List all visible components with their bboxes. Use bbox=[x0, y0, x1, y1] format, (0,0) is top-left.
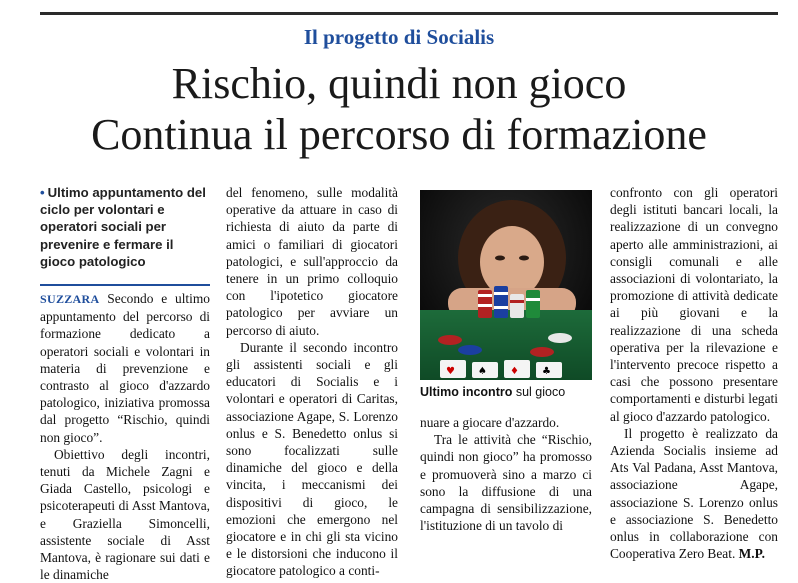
poker-chips-photo-icon bbox=[420, 190, 592, 380]
caption-rest: sul gioco bbox=[512, 385, 566, 399]
article-column-4 bbox=[610, 184, 778, 562]
col1-paragraph-1: Secondo e ultimo appuntamento del percorso di formazione dedicato a operatori sociali e volontari in materia di prevenzione e contrasto al gioco d'azzardo patologico, iniziativa promossa dal progetto “Rischio, quindi non gioco”. bbox=[40, 291, 210, 445]
section-kicker: Il progetto di Socialis bbox=[303, 25, 495, 49]
summary-divider bbox=[40, 284, 210, 286]
headline bbox=[20, 58, 778, 160]
col1-paragraph-2: Obiettivo degli incontri, tenuti da Michele Zagni e Giada Castello, psicologi e psicoterapeuti di Asst Mantova, e Graziella Simoncelli, assistente sociale di Asst Mantova, è ragionare sui dati e le dinamiche bbox=[40, 446, 210, 583]
headline-line-2: Continua il percorso di formazione bbox=[91, 110, 707, 159]
svg-text:♦: ♦ bbox=[510, 366, 519, 377]
svg-text:♣: ♣ bbox=[542, 366, 551, 377]
svg-text:♠: ♠ bbox=[478, 366, 487, 377]
article-column-1 bbox=[40, 184, 210, 583]
col4-paragraph-1: confronto con gli operatori degli istituti bancari locali, la realizzazione di un convegno aperto alle amministrazioni, ai consigli comunali e alle associazioni di volontariato, la promozione di attività dedicate ai più giovani e la realizzazione di una scheda operativa per la rilevazione e l'intervento precoce rispetto a casi che possono presentare comportamenti e disturbi legati al gioco d'azzardo patologico. bbox=[610, 185, 778, 424]
article-column-2 bbox=[226, 184, 398, 580]
col2-paragraph-2: Durante il secondo incontro gli assistenti sociali e gli educatori di Socialis e i volontari e operatori di Caritas, associazione Agape, S. Lorenzo onlus e S. Benedetto onlus si sono focalizzati sulle dinamiche del gioco e della vincita, i meccanismi dei dispositivi di gioco, le emozioni che emergono nel giocatore e in chi gli sta vicino e le distorsioni che inducono il giocatore patologico a conti- bbox=[226, 339, 398, 579]
headline-line-1: Rischio, quindi non gioco bbox=[171, 59, 627, 108]
summary-box bbox=[40, 184, 210, 270]
article-column-3 bbox=[420, 414, 592, 534]
summary-text: Ultimo appuntamento del ciclo per volontari e operatori sociali per prevenire e fermare il gioco patologico bbox=[40, 185, 206, 269]
article-photo bbox=[420, 190, 592, 380]
bullet-icon: • bbox=[40, 185, 45, 200]
col2-paragraph-1: del fenomeno, sulle modalità operative da attuare in caso di richiesta di aiuto da parte di amici o familiari di giocatori patologici, e sull'approccio da tenere in un primo colloquio con l'ipotetico giocatore patologico per avviare un percorso di aiuto. bbox=[226, 185, 398, 338]
col4-paragraph-2: Il progetto è realizzato da Azienda Socialis insieme ad Ats Val Padana, Asst Mantova, associazione Agape, associazione S. Lorenzo onlus e associazione S. Benedetto onlus in collaborazione con Cooperativa Zero Beat. bbox=[610, 425, 778, 562]
svg-text:♥: ♥ bbox=[446, 366, 455, 377]
photo-caption bbox=[420, 385, 592, 400]
col3-paragraph-1: nuare a giocare d'azzardo. bbox=[420, 415, 560, 430]
dateline: SUZZARA bbox=[40, 292, 100, 307]
caption-bold: Ultimo incontro bbox=[420, 385, 513, 399]
author-signature: M.P. bbox=[738, 546, 765, 562]
col3-paragraph-2: Tra le attività che “Rischio, quindi non gioco” ha promosso e promuoverà sino a marzo ci sono la diffusione di una campagna di sensibilizzazione, l'istituzione di un tavolo di bbox=[420, 432, 592, 534]
top-rule bbox=[40, 12, 778, 15]
